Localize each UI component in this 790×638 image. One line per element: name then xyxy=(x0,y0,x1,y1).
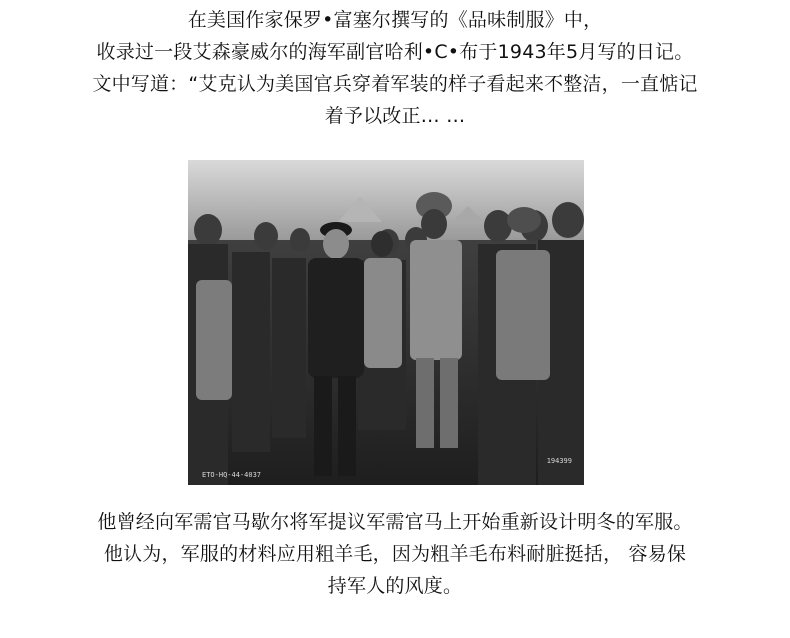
outro-line-3: 持军人的风度。 xyxy=(327,575,463,597)
photo-number: 194399 xyxy=(546,457,572,465)
intro-line-2: 收录过一段艾森豪威尔的海军副官哈利•C•布于1943年5月写的日记。 xyxy=(96,41,694,63)
outro-line-2: 他认为，军服的材料应用粗羊毛，因为粗羊毛布料耐脏挺括， 容易保 xyxy=(103,543,687,565)
photo-illustration xyxy=(188,160,584,485)
outro-line-1: 他曾经向军需官马歇尔将军提议军需官马上开始重新设计明冬的军服。 xyxy=(97,511,693,533)
outro-paragraph xyxy=(0,506,790,602)
intro-line-3: 文中写道：“艾克认为美国官兵穿着军装的样子看起来不整洁，一直惦记 xyxy=(92,73,698,95)
intro-paragraph xyxy=(0,4,790,132)
intro-line-1: 在美国作家保罗•富塞尔撰写的《品味制服》中， xyxy=(187,9,603,31)
historical-photo xyxy=(188,160,584,485)
intro-line-4: 着予以改正… … xyxy=(324,105,466,127)
photo-archive-code: ETO-HQ-44-4037 xyxy=(202,471,262,479)
